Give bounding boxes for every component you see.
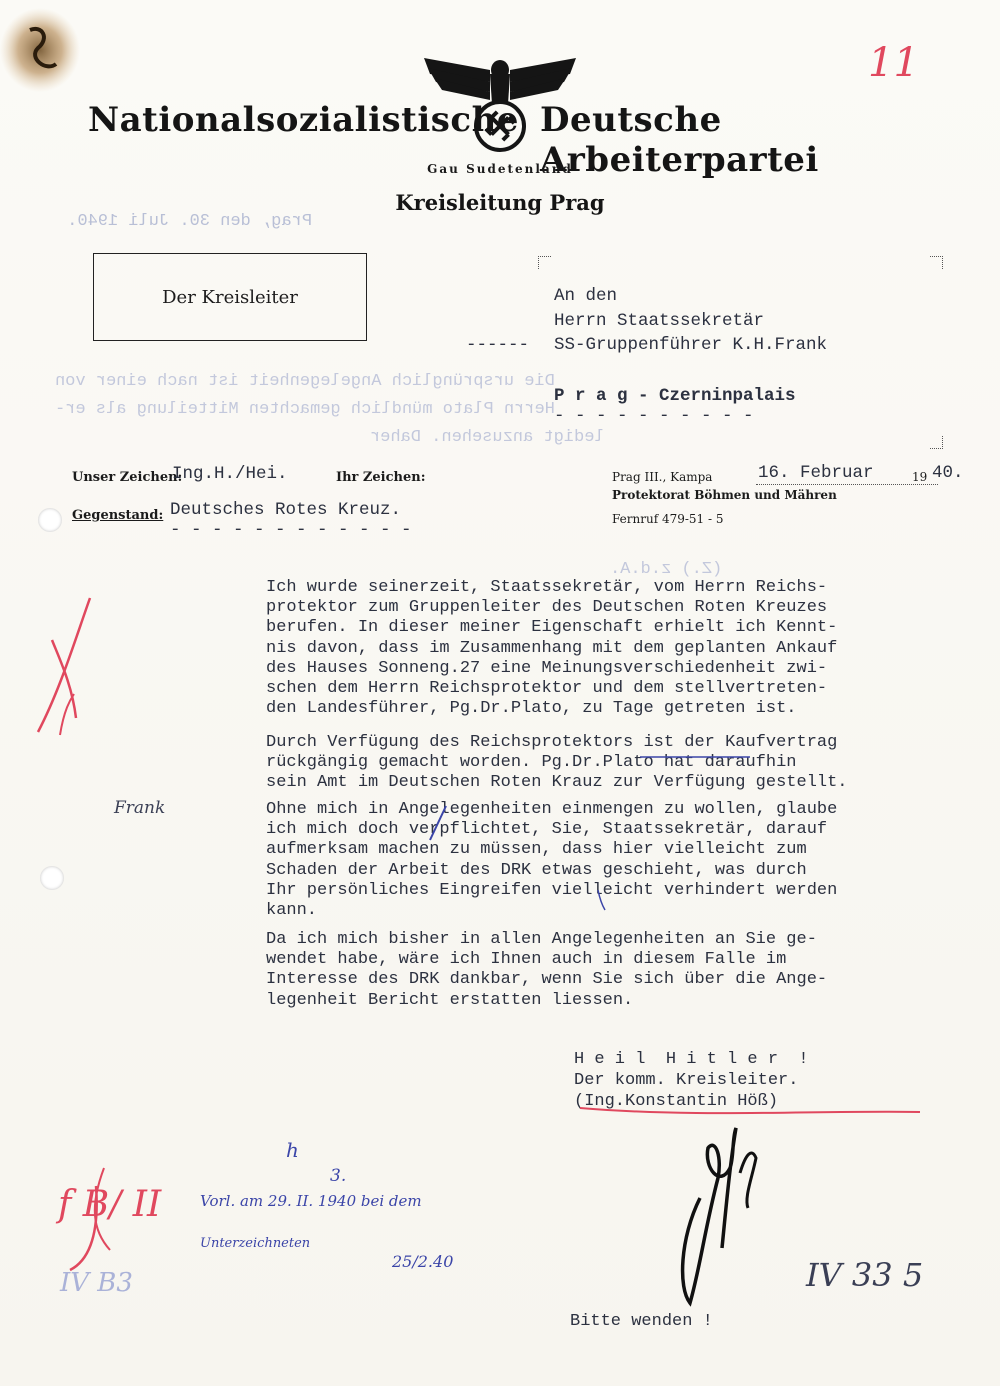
handwritten-mark: h <box>286 1138 299 1162</box>
handwritten-note-line: Unterzeichneten <box>200 1236 311 1251</box>
handwritten-red-note: f B/ II <box>58 1184 162 1225</box>
year-suffix: 40. <box>932 463 964 483</box>
ihr-zeichen-label: Ihr Zeichen: <box>336 470 426 485</box>
recipient-dashes: - - - - - - - - - - <box>554 406 754 426</box>
protektorat-label: Protektorat Böhmen und Mähren <box>612 488 837 502</box>
ghost-line: (Z.) z.d.A. <box>610 560 723 579</box>
ghost-line: ledigt anzusehen. Daher <box>370 428 605 447</box>
gegenstand-value: Deutsches Rotes Kreuz. <box>170 500 402 520</box>
recipient-line: SS-Gruppenführer K.H.Frank <box>554 335 828 355</box>
signature-scribble-icon <box>660 1118 780 1308</box>
closing-title: Der komm. Kreisleiter. <box>574 1071 799 1090</box>
handwritten-note-date: 25/2.40 <box>392 1252 454 1271</box>
unser-zeichen-value: Ing.H./Hei. <box>172 464 288 484</box>
letterhead-party-left: Nationalsozialistische <box>88 100 519 140</box>
gegenstand-dashes: - - - - - - - - - - - - <box>170 520 412 540</box>
mirrored-stamp-text: Prag, den 30. Juli 1940. <box>67 212 312 231</box>
fernruf-label: Fernruf 479-51 - 5 <box>612 512 724 526</box>
place-label: Prag III., Kampa <box>612 470 713 484</box>
recipient-line: Herrn Staatssekretär <box>554 311 765 331</box>
body-paragraph-2: Durch Verfügung des Reichsprotektors ist der Kaufvertrag rückgängig gemacht worden. Pg.Dr.Plato hat daraufhin sein Amt im Deutschen Roten Krauz zur Verfügung gestellt. <box>266 733 848 793</box>
handwritten-page-number: 11 <box>868 40 919 86</box>
margin-note: Frank <box>114 798 166 818</box>
body-paragraph-4: Da ich mich bisher in allen Angelegenheiten an Sie ge- wendet habe, wäre ich Ihnen auch in diesem Falle im Interesse des DRK dankbar, wenn Sie sich über die Ange- legenheit Bericht erstatten liessen. <box>266 930 828 1010</box>
handwritten-file-number: IV 33 5 <box>806 1256 924 1294</box>
closing-greeting: H e i l H i t l e r ! <box>574 1050 809 1069</box>
ghost-line: Die ursprünglich Angelegenheit ist nach einer von <box>55 372 555 391</box>
unser-zeichen-label: Unser Zeichen: <box>72 470 183 485</box>
handwritten-faded-note: IV B3 <box>60 1268 133 1298</box>
closing-name: (Ing.Konstantin Höß) <box>574 1092 779 1111</box>
gegenstand-label: Gegenstand: <box>72 508 164 523</box>
body-paragraph-3: Ohne mich in Angelegenheiten einmengen zu wollen, glaube ich mich doch verpflichtet, Sie, Staatssekretär, darauf aufmerksam machen zu müssen, dass hier vielleicht zum Schaden der Arbeit des DRK etwas geschieht, was durch Ihr persönliches Eingreifen vielleicht verhindert werden kann. <box>266 800 838 921</box>
body-paragraph-1: Ich wurde seinerzeit, Staatssekretär, vom Herrn Reichs- protektor zum Gruppenleiter des Deutschen Roten Kreuzes berufen. In dieser meiner Eigenschaft erhielt ich Kennt- nis davon, dass im Zusammenhang mit dem geplanten Ankauf des Hauses Sonneng.27 eine Meinungsverschiedenheit zwi- schen dem Herrn Reichsprotektor und dem stellvertreten- den Landesführer, Pg.Dr.Plato, zu Tage getreten ist. <box>266 578 838 719</box>
recipient-line: An den <box>554 286 618 306</box>
handwritten-note-line: Vorl. am 29. II. 1940 bei dem <box>200 1192 422 1210</box>
letterhead-party-right: Deutsche Arbeiterpartei <box>540 100 819 180</box>
handwritten-roman: 3. <box>330 1166 347 1186</box>
year-prefix: 19 <box>912 470 928 484</box>
sender-box: Der Kreisleiter <box>93 253 367 341</box>
ghost-line: Herrn Plato mündlich gemachten Mitteilung als er- <box>55 400 555 419</box>
recipient-dash-prefix: ------ <box>466 335 530 355</box>
footer-turn-over: Bitte wenden ! <box>570 1312 713 1331</box>
recipient-city: P r a g - Czerninpalais <box>554 386 796 406</box>
date-main: 16. Februar <box>758 463 874 483</box>
letterhead-kreisleitung: Kreisleitung Prag <box>395 190 605 215</box>
letterhead-gau: Gau Sudetenland <box>427 162 573 176</box>
